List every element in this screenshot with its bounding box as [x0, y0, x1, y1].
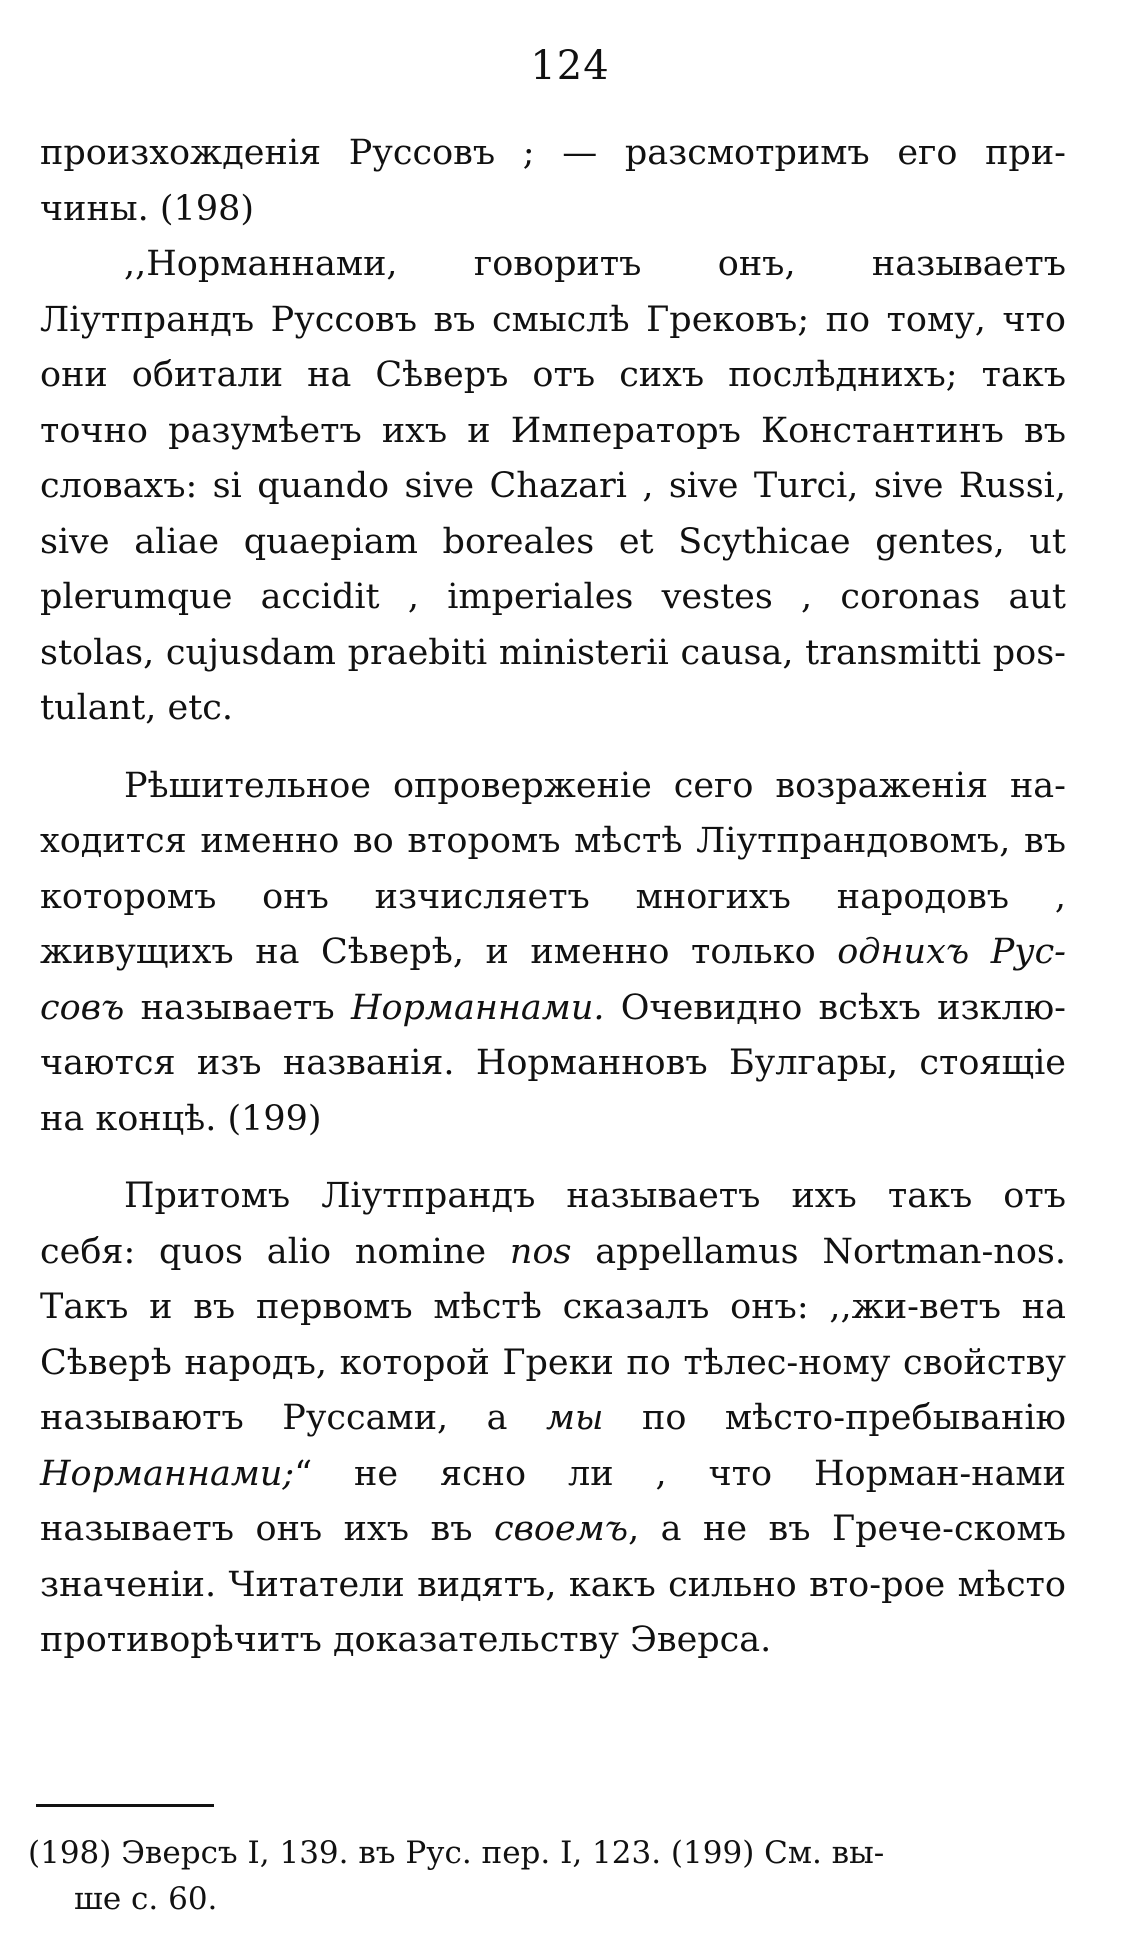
paragraph-2: [40, 237, 1066, 737]
footnote-line: (198) Эверсъ I, 139. въ Рус. пер. I, 123. (199) См. вы-: [28, 1835, 885, 1871]
page-number: 124: [530, 43, 610, 89]
italic-run: nos: [509, 1231, 572, 1272]
italic-run: Норманнами.: [350, 987, 605, 1028]
text-run: , а не въ Грече-скомъ значеніи. Читатели видятъ, какъ сильно вто-рое мѣсто противорѣчитъ доказательству Эверса.: [40, 1509, 1066, 1660]
text-run: по мѣсто-пребыванію: [603, 1398, 1067, 1438]
footnotes: [28, 1830, 1068, 1922]
text-run: appellamus Nortman-nos. Такъ и въ первомъ мѣстѣ сказалъ онъ: ,,жи-ветъ на Сѣверѣ народъ, которой Греки по тѣлес-ному свойству называютъ Руссами, а: [40, 1231, 1066, 1438]
footnote-divider: [36, 1804, 214, 1807]
text-run: произхожденія Руссовъ ; — разсмотримъ его при-чины. (198): [40, 133, 1066, 229]
footnote-line: ше с. 60.: [74, 1881, 218, 1917]
italic-run: своемъ: [493, 1509, 629, 1549]
paragraph-3: [40, 759, 1066, 1148]
paragraph-1: [40, 126, 1066, 237]
italic-run: Норманнами;: [40, 1453, 295, 1494]
italic-run: мы: [546, 1398, 604, 1438]
main-text: [40, 126, 1066, 1669]
paragraph-4: [40, 1169, 1066, 1669]
text-run: Очевидно всѣхъ изклю-чаются изъ названія. Норманновъ Булгары, стоящіе на концѣ. (199): [40, 987, 1066, 1139]
text-run: Рѣшительное опроверженіе сего возраженія на-ходится именно во второмъ мѣстѣ Ліутпрандовомъ, въ которомъ онъ изчисляетъ многихъ народовъ , живущихъ на Сѣверѣ, и именно только: [40, 765, 1066, 972]
text-run: ,,Норманнами, говоритъ онъ, называетъ Ліутпрандъ Руссовъ въ смыслѣ Грековъ; по тому, что они обитали на Сѣверъ отъ сихъ послѣднихъ; такъ точно разумѣетъ ихъ и Императоръ Константинъ въ словахъ: si quando sive Chazari , sive Turci, sive Russi, sive aliae quaepiam boreales et Scythicae gentes, ut plerumque accidit , imperiales vestes , coronas aut stolas, cujusdam praebiti ministerii causa, transmitti pos-tulant, etc.: [40, 244, 1066, 728]
text-run: называетъ: [124, 987, 351, 1028]
italic-run: однихъ Рус-совъ: [40, 932, 1066, 1028]
text-run: “ не ясно ли , что Норман-нами называетъ онъ ихъ въ: [40, 1453, 1066, 1549]
text-run: Притомъ Ліутпрандъ называетъ ихъ такъ отъ себя: quos alio nomine: [40, 1176, 1066, 1272]
